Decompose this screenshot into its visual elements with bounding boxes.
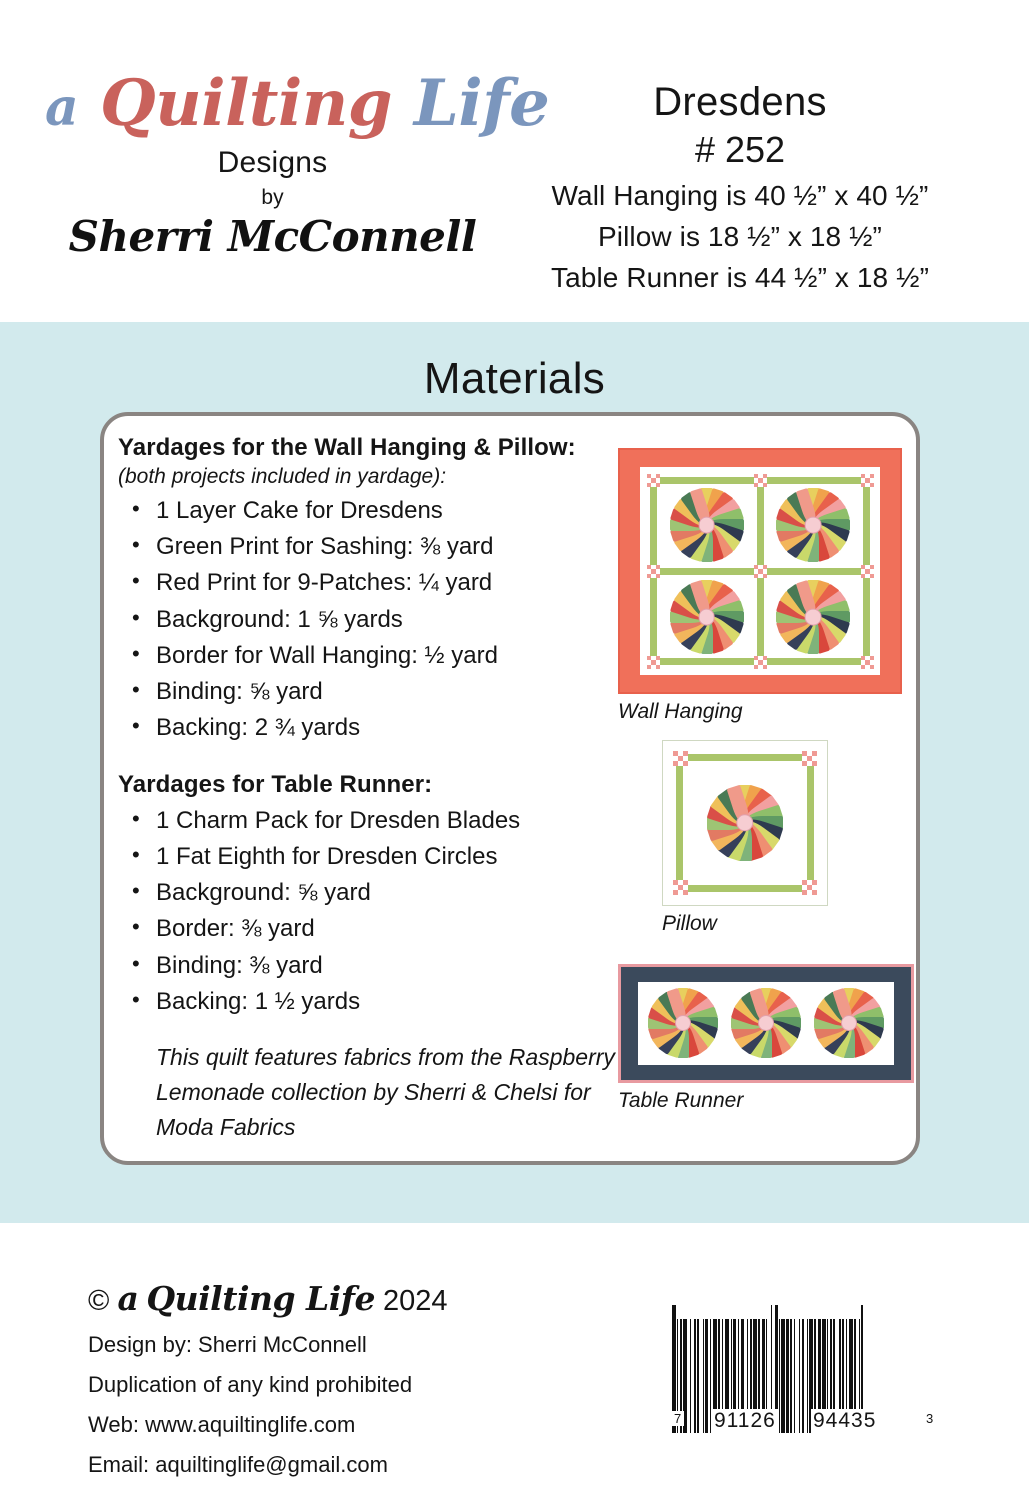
project-caption: Wall Hanging: [618, 700, 743, 723]
nine-patch-square: [812, 890, 817, 895]
wall-hanging-section: [118, 434, 618, 747]
dresden-flower: [773, 577, 853, 657]
list-item: • Red Print for 9-Patches: ¼ yard: [118, 565, 618, 601]
dresden-flower: [773, 485, 853, 565]
wall-hanging-yardage-list: [118, 493, 618, 747]
wall-hanging-section-subtitle: (both projects included in yardage):: [118, 465, 447, 488]
project-caption: Pillow: [662, 912, 717, 935]
email-line: Email: aquiltinglife@gmail.com: [88, 1452, 388, 1477]
barcode-digits: [672, 1409, 942, 1431]
list-item: • Green Print for Sashing: ⅜ yard: [118, 529, 618, 565]
brand-by-label: by: [261, 186, 284, 209]
brand-author-name: Sherri McConnell: [68, 212, 477, 261]
materials-card: [100, 412, 920, 1165]
nine-patch-block: [861, 474, 874, 487]
dresden-flower: [667, 577, 747, 657]
wall-hanging-illustration: [618, 448, 902, 694]
dresden-center-circle: [841, 1015, 857, 1031]
materials-heading: Materials: [423, 354, 606, 403]
dresden-flower: [728, 985, 804, 1061]
yardage-column: [118, 434, 618, 1146]
list-item: • Border for Wall Hanging: ½ yard: [118, 638, 618, 674]
logo-word-a: a: [45, 77, 79, 138]
barcode-group-two: 94435: [813, 1409, 877, 1432]
list-item: • Border: ⅜ yard: [118, 911, 618, 947]
nine-patch-block: [647, 656, 660, 669]
fabric-collection-note: This quilt features fabrics from the Raspberry Lemonade collection by Sherri & Chelsi for Moda Fabrics: [156, 1044, 615, 1141]
nine-patch-block: [673, 880, 688, 895]
nine-patch-block: [802, 880, 817, 895]
nine-patch-square: [656, 665, 660, 669]
logo-word-quilting: Quilting: [99, 66, 393, 141]
duplication-notice: Duplication of any kind prohibited: [88, 1372, 413, 1397]
sashing-strip: [807, 760, 814, 886]
barcode: [672, 1305, 942, 1431]
dimension-table-runner: Table Runner is 44 ½” x 18 ½”: [551, 262, 929, 293]
brand-logo: [45, 66, 550, 141]
dresden-center-circle: [805, 609, 822, 626]
dresden-flower: [811, 985, 887, 1061]
nine-patch-block: [647, 565, 660, 578]
copyright-brand-name: Quilting Life: [146, 1279, 375, 1318]
table-runner-section: [118, 771, 618, 1020]
copyright-year: 2024: [383, 1285, 448, 1317]
brand-designs-label: Designs: [217, 146, 328, 179]
nine-patch-block: [754, 656, 767, 669]
nine-patch-square: [763, 665, 767, 669]
nine-patch-block: [861, 656, 874, 669]
dresden-flower: [667, 485, 747, 565]
copyright-symbol: ©: [88, 1285, 110, 1317]
nine-patch-block: [802, 751, 817, 766]
wall-hanging-section-title: Yardages for the Wall Hanging & Pillow:: [118, 434, 576, 461]
barcode-right-digit: 3: [926, 1411, 935, 1426]
list-item: • Binding: ⅜ yard: [118, 948, 618, 984]
project-table-runner: [618, 964, 918, 1113]
list-item: • Binding: ⅝ yard: [118, 674, 618, 710]
dresden-center-circle: [758, 1015, 774, 1031]
dresden-flower: [704, 782, 787, 865]
table-runner-section-title: Yardages for Table Runner:: [118, 770, 433, 798]
dresden-center-circle: [805, 517, 822, 534]
nine-patch-block: [754, 474, 767, 487]
pillow-illustration: [662, 740, 828, 906]
sashing-strip: [682, 885, 808, 892]
table-runner-illustration: [618, 964, 914, 1083]
dresden-center-circle: [698, 609, 715, 626]
list-item: • Backing: 2 ¾ yards: [118, 710, 618, 746]
list-item: • 1 Layer Cake for Dresdens: [118, 493, 618, 529]
brand-logo-block: [45, 66, 550, 261]
design-by-line: Design by: Sherri McConnell: [88, 1332, 367, 1357]
dimension-pillow: Pillow is 18 ½” x 18 ½”: [598, 221, 882, 252]
pattern-number: # 252: [694, 129, 786, 170]
nine-patch-square: [683, 761, 688, 766]
copyright-block: [88, 1279, 558, 1478]
nine-patch-square: [656, 574, 660, 578]
nine-patch-square: [683, 890, 688, 895]
dresden-flower: [645, 985, 721, 1061]
nine-patch-block: [673, 751, 688, 766]
sashing-strip: [682, 754, 808, 761]
barcode-left-digit: 7: [674, 1411, 683, 1426]
nine-patch-square: [870, 574, 874, 578]
nine-patch-square: [763, 574, 767, 578]
barcode-group-one: 91126: [714, 1409, 776, 1432]
nine-patch-block: [861, 565, 874, 578]
project-pillow: [618, 740, 918, 950]
logo-word-life: Life: [413, 66, 550, 141]
project-images: [618, 448, 918, 1113]
nine-patch-block: [647, 474, 660, 487]
header: [0, 0, 1029, 322]
list-item: • 1 Charm Pack for Dresden Blades: [118, 803, 618, 839]
table-runner-yardage-list: [118, 803, 618, 1020]
nine-patch-block: [754, 565, 767, 578]
dresden-center-circle: [698, 517, 715, 534]
list-item: • Backing: 1 ½ yards: [118, 984, 618, 1020]
project-wall-hanging: [618, 448, 918, 723]
list-item: • Background: ⅝ yard: [118, 875, 618, 911]
pattern-title-block: [500, 80, 980, 294]
nine-patch-square: [763, 483, 767, 487]
sashing-strip: [676, 760, 683, 886]
copyright-line: [88, 1279, 558, 1318]
nine-patch-square: [812, 761, 817, 766]
copyright-brand-a: a: [117, 1279, 139, 1318]
nine-patch-square: [870, 483, 874, 487]
list-item: • 1 Fat Eighth for Dresden Circles: [118, 839, 618, 875]
nine-patch-square: [656, 483, 660, 487]
project-caption: Table Runner: [618, 1089, 744, 1112]
dimension-wall-hanging: Wall Hanging is 40 ½” x 40 ½”: [551, 180, 929, 211]
list-item: • Background: 1 ⅝ yards: [118, 602, 618, 638]
website-line: Web: www.aquiltinglife.com: [88, 1412, 356, 1437]
nine-patch-square: [870, 665, 874, 669]
pattern-title: Dresdens: [653, 80, 827, 124]
dresden-center-circle: [675, 1015, 691, 1031]
